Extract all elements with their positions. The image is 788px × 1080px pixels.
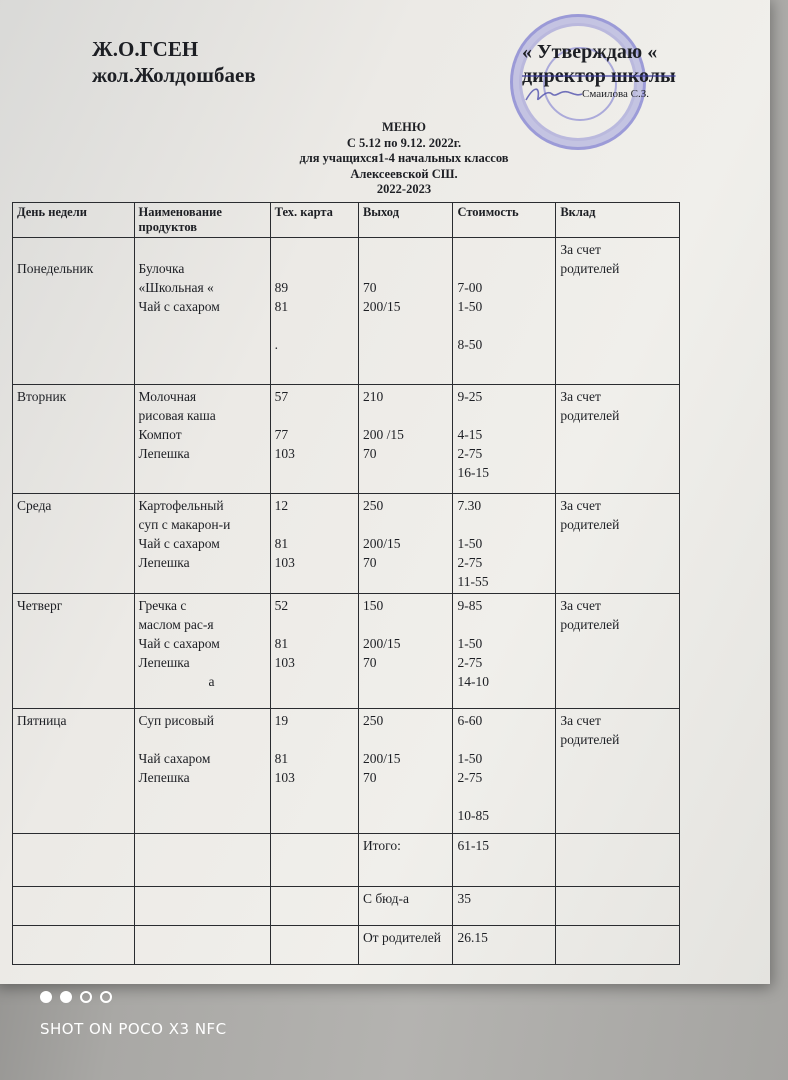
products-line: Булочка (138, 261, 185, 276)
menu-title-block (224, 120, 584, 198)
header-products: Наименование продуктов (134, 203, 270, 238)
cost-cell (453, 594, 556, 709)
products-line: Лепешка (138, 655, 190, 670)
indicator-dot (40, 991, 52, 1003)
day-cell (13, 594, 135, 709)
output-cell (358, 709, 453, 834)
contribution-line: родителей (560, 732, 620, 747)
summary-label: От родителей (358, 926, 453, 965)
table-row (13, 709, 680, 834)
tech-card-line: 57 (274, 389, 289, 404)
cost-line (457, 615, 551, 634)
contribution-line: родителей (560, 408, 620, 423)
tech-card-line: 81 (274, 536, 289, 551)
table-row (13, 385, 680, 494)
output-line: 150 (362, 598, 384, 613)
summary-row (13, 926, 680, 965)
table-row (13, 594, 680, 709)
header-day: День недели (13, 203, 135, 238)
empty-cell (556, 926, 680, 965)
header-contribution: Вклад (556, 203, 680, 238)
output-line: 70 (362, 555, 377, 570)
empty-cell (13, 926, 135, 965)
empty-cell (134, 926, 270, 965)
products-line: Лепешка (138, 555, 190, 570)
day-label: Вторник (17, 389, 67, 404)
output-line: 200/15 (362, 299, 401, 314)
cost-line: 1-50 (457, 299, 483, 314)
tech-card-line: 12 (274, 498, 289, 513)
day-cell (13, 494, 135, 594)
output-line: 200/15 (362, 751, 401, 766)
page-indicator (40, 991, 112, 1003)
cost-line: 11-55 (457, 574, 489, 589)
contribution-line: За счет (560, 598, 601, 613)
summary-value: 35 (453, 887, 556, 926)
day-label: Понедельник (17, 261, 94, 276)
cost-line: 2-75 (457, 446, 483, 461)
output-line: 70 (362, 655, 377, 670)
cost-line (457, 259, 551, 278)
cost-line: 1-50 (457, 751, 483, 766)
cost-line: 7.30 (457, 498, 482, 513)
empty-cell (270, 887, 358, 926)
output-line (363, 515, 449, 534)
cost-line (457, 406, 551, 425)
products-cell (134, 238, 270, 385)
school-name: Ж.О.ГСЕН (92, 37, 199, 61)
contribution-line: родителей (560, 261, 620, 276)
output-line (363, 240, 449, 259)
contribution-cell (556, 238, 680, 385)
approve-label: « Утверждаю « (522, 41, 658, 63)
tech-card-line: 77 (274, 427, 289, 442)
tech-card-line (275, 406, 354, 425)
tech-card-line (275, 515, 354, 534)
cost-line: 1-50 (457, 536, 483, 551)
products-line: Молочная (138, 389, 197, 404)
contribution-line: За счет (560, 498, 601, 513)
cost-cell (453, 238, 556, 385)
tech-card-line: 52 (274, 598, 289, 613)
cost-cell (453, 385, 556, 494)
cost-line (457, 730, 551, 749)
output-line: 200/15 (362, 536, 401, 551)
tech-card-line: 103 (274, 555, 295, 570)
output-line: 250 (362, 713, 384, 728)
cost-line: 10-85 (457, 808, 489, 823)
day-cell (13, 709, 135, 834)
products-line (139, 240, 266, 259)
cost-line (457, 515, 551, 534)
day-cell (13, 238, 135, 385)
cost-line: 4-15 (457, 427, 483, 442)
indicator-dot (60, 991, 72, 1003)
products-line: Чай с сахаром (138, 636, 220, 651)
indicator-dot (100, 991, 112, 1003)
tech-card-line: 81 (274, 751, 289, 766)
menu-school: Алексеевской СШ. (350, 166, 458, 181)
header-cost: Стоимость (453, 203, 556, 238)
cost-line (457, 240, 551, 259)
products-cell (134, 594, 270, 709)
output-line: 250 (362, 498, 384, 513)
indicator-dot (80, 991, 92, 1003)
day-cell (13, 385, 135, 494)
empty-cell (134, 887, 270, 926)
empty-cell (13, 834, 135, 887)
cost-line: 6-60 (457, 713, 483, 728)
cost-line (457, 787, 551, 806)
products-line: Гречка с (138, 598, 187, 613)
summary-label: С бюд-а (358, 887, 453, 926)
output-cell (358, 494, 453, 594)
products-line: Лепешка (138, 770, 190, 785)
school-district: жол.Жолдошбаев (92, 63, 256, 87)
output-line (363, 259, 449, 278)
summary-value: 61-15 (453, 834, 556, 887)
contribution-line: За счет (560, 389, 601, 404)
contribution-line: родителей (560, 617, 620, 632)
contribution-cell (556, 385, 680, 494)
cost-cell (453, 709, 556, 834)
contribution-cell (556, 594, 680, 709)
products-cell (134, 709, 270, 834)
products-line: рисовая каша (138, 408, 216, 423)
output-line (363, 730, 449, 749)
products-line: «Школьная « (138, 280, 214, 295)
products-line: Чай с сахаром (138, 536, 220, 551)
cost-line: 8-50 (457, 337, 483, 352)
empty-cell (556, 834, 680, 887)
products-cell (134, 494, 270, 594)
header-tech-card: Тех. карта (270, 203, 358, 238)
tech-card-line: 89 (274, 280, 289, 295)
cost-line (457, 316, 551, 335)
director-name: Смаилова С.З. (582, 88, 650, 100)
products-line: а (208, 674, 215, 689)
output-line: 210 (362, 389, 384, 404)
cost-line: 2-75 (457, 655, 483, 670)
empty-cell (13, 887, 135, 926)
day-label: Четверг (17, 598, 63, 613)
table-row (13, 238, 680, 385)
approval-block (522, 40, 676, 88)
products-line: суп с макарон-и (138, 517, 231, 532)
summary-value: 26.15 (453, 926, 556, 965)
header-output: Выход (358, 203, 453, 238)
products-line: Чай сахаром (138, 751, 211, 766)
tech-card-cell (270, 238, 358, 385)
cost-line: 1-50 (457, 636, 483, 651)
output-cell (358, 238, 453, 385)
output-line: 70 (362, 770, 377, 785)
day-label: Пятница (17, 713, 67, 728)
menu-dates: С 5.12 по 9.12. 2022г. (346, 135, 462, 150)
empty-cell (270, 834, 358, 887)
tech-card-line: 103 (274, 770, 295, 785)
products-line: маслом рас-я (138, 617, 214, 632)
tech-card-line (275, 316, 354, 335)
tech-card-line: . (274, 337, 279, 352)
output-line: 200 /15 (362, 427, 404, 442)
cost-line: 9-25 (457, 389, 483, 404)
output-cell (358, 594, 453, 709)
tech-card-line (275, 730, 354, 749)
empty-cell (556, 887, 680, 926)
cost-line: 14-10 (457, 674, 489, 689)
contribution-cell (556, 494, 680, 594)
empty-cell (134, 834, 270, 887)
camera-watermark: SHOT ON POCO X3 NFC (40, 1020, 227, 1038)
school-header (92, 36, 256, 88)
products-line: Лепешка (138, 446, 190, 461)
tech-card-line: 103 (274, 446, 295, 461)
output-line (363, 615, 449, 634)
summary-label: Итого: (358, 834, 453, 887)
cost-line: 2-75 (457, 555, 483, 570)
menu-table (12, 202, 680, 965)
products-line: Чай с сахаром (138, 299, 220, 314)
director-title: директор школы (522, 65, 676, 87)
table-header-row (13, 203, 680, 238)
tech-card-cell (270, 709, 358, 834)
day-label: Среда (17, 498, 52, 513)
menu-year: 2022-2023 (376, 182, 432, 196)
cost-line: 16-15 (457, 465, 489, 480)
tech-card-line (275, 240, 354, 259)
cost-line: 2-75 (457, 770, 483, 785)
table-row (13, 494, 680, 594)
tech-card-line: 81 (274, 299, 289, 314)
contribution-cell (556, 709, 680, 834)
tech-card-cell (270, 494, 358, 594)
output-cell (358, 385, 453, 494)
tech-card-cell (270, 385, 358, 494)
cost-cell (453, 494, 556, 594)
products-line: Суп рисовый (138, 713, 214, 728)
menu-audience: для учащихся1-4 начальных классов (299, 151, 509, 165)
tech-card-cell (270, 594, 358, 709)
cost-line: 9-85 (457, 598, 483, 613)
contribution-line: родителей (560, 517, 620, 532)
output-line: 200/15 (362, 636, 401, 651)
tech-card-line: 103 (274, 655, 295, 670)
tech-card-line (275, 615, 354, 634)
summary-row (13, 834, 680, 887)
cost-line: 7-00 (457, 280, 483, 295)
products-cell (134, 385, 270, 494)
tech-card-line: 81 (274, 636, 289, 651)
empty-cell (270, 926, 358, 965)
contribution-line: За счет (560, 713, 601, 728)
output-line (363, 406, 449, 425)
output-line: 70 (362, 446, 377, 461)
menu-title: МЕНЮ (382, 120, 426, 134)
products-line: Картофельный (138, 498, 224, 513)
output-line: 70 (362, 280, 377, 295)
products-line (139, 730, 266, 749)
summary-row (13, 887, 680, 926)
contribution-line: За счет (560, 242, 601, 257)
products-line: Компот (138, 427, 182, 442)
tech-card-line (275, 259, 354, 278)
tech-card-line: 19 (274, 713, 289, 728)
